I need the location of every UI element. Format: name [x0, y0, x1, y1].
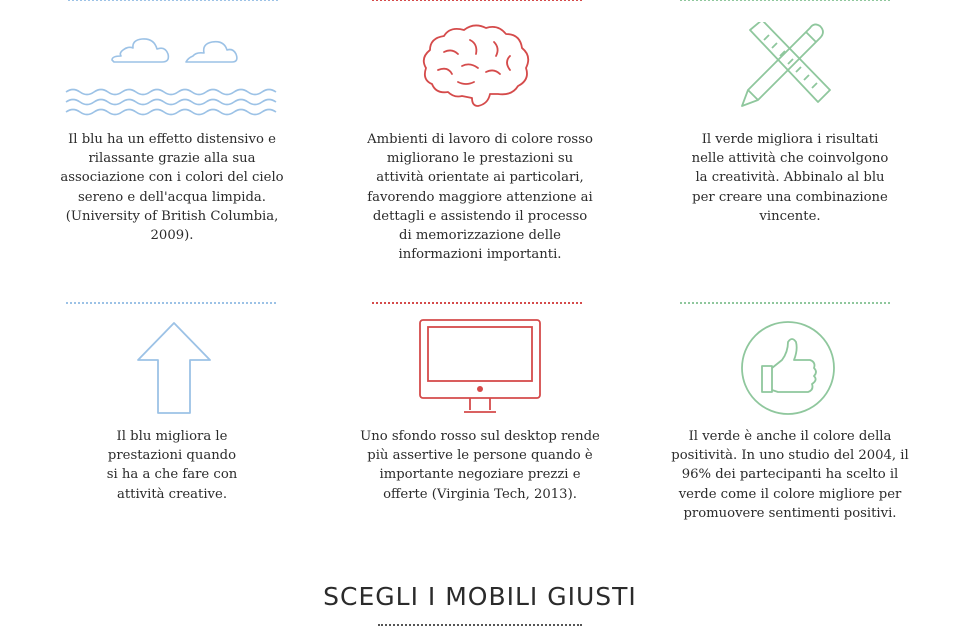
- blue-performance-text: Il blu migliora le prestazioni quando si ha a che fare con attività creative.: [106, 429, 238, 502]
- top-divider-blue: [68, 0, 278, 1]
- arrow-up-icon: [134, 320, 214, 416]
- divider-green: [680, 302, 890, 304]
- green-creativity-text: Il verde migliora i risultati nelle attività che coinvolgono la creatività. Abbinalo al blu per creare una combinazione vincente.: [691, 132, 889, 224]
- top-divider-red: [372, 0, 582, 1]
- section-title: SCEGLI I MOBILI GIUSTI: [323, 582, 637, 611]
- blue-relax-text: Il blu ha un effetto distensivo e rilassante grazie alla sua associazione con i colori del cielo sereno e dell'acqua limpida. (University of British Columbia, 2009).: [60, 132, 284, 244]
- monitor-icon: [418, 318, 542, 416]
- ruler-pencil-icon: [734, 22, 834, 118]
- red-desktop-text: Uno sfondo rosso sul desktop rende più assertive le persone quando è importante negoziare prezzi e offerte (Virginia Tech, 2013).: [360, 429, 600, 502]
- divider-red: [372, 302, 582, 304]
- brain-icon: [418, 22, 534, 110]
- section-title-underline: [378, 624, 582, 626]
- red-detail-text: Ambienti di lavoro di colore rosso migliorano le prestazioni su attività orientate ai particolari, favorendo maggiore attenzione ai dettagli e assistendo il processo di memorizzazione delle informazioni importanti.: [367, 132, 593, 263]
- divider-blue: [66, 302, 276, 304]
- thumbs-up-icon: [738, 318, 838, 418]
- top-divider-green: [680, 0, 890, 1]
- green-positivity-text: Il verde è anche il colore della positività. In uno studio del 2004, il 96% dei partecipanti ha scelto il verde come il colore migliore per promuovere sentimenti positivi.: [671, 429, 909, 521]
- clouds-waves-icon: [62, 20, 284, 120]
